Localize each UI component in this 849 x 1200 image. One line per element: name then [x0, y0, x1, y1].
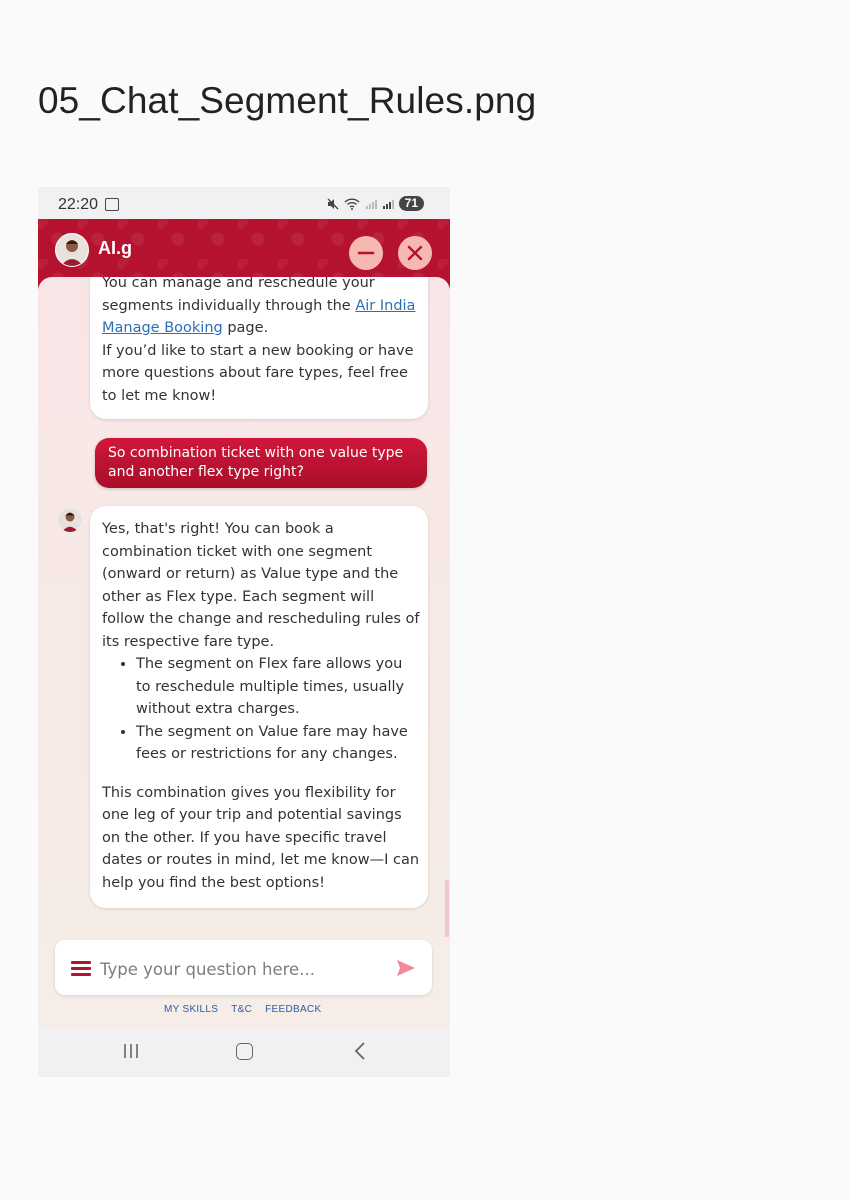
- terms-link[interactable]: T&C: [231, 1004, 253, 1015]
- bot-message: [90, 506, 428, 908]
- user-message: [95, 438, 427, 488]
- bot-message-line-end: page.: [222, 320, 269, 336]
- bot-message-intro: Yes, that's right! You can book a combination ticket with one segment (onward or return) as Value type and the other as Flex type. Each segment will follow the change and rescheduling rules of its respective fare type.: [102, 521, 420, 650]
- list-item: • The segment on Flex fare allows you to reschedule multiple times, usually without extra charges.: [136, 653, 420, 721]
- status-bar: [38, 187, 450, 219]
- close-icon: [406, 244, 424, 262]
- status-time: 22:20: [58, 196, 99, 213]
- screenshot-icon: [105, 198, 119, 211]
- bot-message-line: You can manage and reschedule your segments individually through the: [102, 277, 375, 314]
- messages-area[interactable]: [38, 277, 450, 937]
- user-message-text: So combination ticket with one value type and another flex type right?: [108, 445, 404, 480]
- assistant-name: AI.g: [98, 238, 132, 258]
- wifi-icon: [344, 198, 360, 210]
- document-title: 05_Chat_Segment_Rules.png: [38, 80, 537, 121]
- minus-icon: [357, 244, 375, 262]
- close-button[interactable]: [398, 236, 432, 270]
- bot-message-closing: This combination gives you flexibility for one leg of your trip and potential savings on the other. If you have specific travel dates or routes in mind, let me know—I can help you find the best options!: [102, 784, 420, 891]
- bot-message: [90, 277, 428, 419]
- navigation-bar: [38, 1027, 450, 1077]
- signal-icon: [365, 198, 377, 210]
- feedback-link[interactable]: FEEDBACK: [265, 1004, 322, 1015]
- send-icon[interactable]: [396, 958, 416, 978]
- my-skills-link[interactable]: MY SKILLS: [164, 1004, 219, 1015]
- list-item: • The segment on Value fare may have fees or restrictions for any changes.: [136, 721, 420, 766]
- input-box: [55, 940, 432, 995]
- mute-icon: [327, 198, 339, 210]
- footer-links: [164, 1004, 321, 1015]
- battery-indicator: 71: [399, 196, 424, 211]
- phone-screen: [38, 187, 450, 1077]
- bot-message-text: [102, 518, 420, 894]
- bot-message-paragraph: If you’d like to start a new booking or have more questions about fare types, feel free to let me know!: [102, 342, 414, 404]
- assistant-avatar-small: [57, 507, 83, 533]
- home-icon[interactable]: [236, 1043, 253, 1060]
- question-input[interactable]: [98, 956, 382, 982]
- manage-booking-link[interactable]: Air India Manage Booking: [102, 297, 416, 336]
- input-area: [38, 937, 450, 1027]
- signal-icon-2: [382, 198, 394, 210]
- minimize-button[interactable]: [349, 236, 383, 270]
- recents-icon[interactable]: [122, 1042, 140, 1060]
- status-icons: [327, 196, 424, 211]
- hamburger-menu-icon[interactable]: [71, 961, 91, 976]
- scrollbar-thumb[interactable]: [445, 880, 449, 937]
- bot-message-list: [102, 653, 420, 766]
- back-icon[interactable]: [352, 1041, 368, 1061]
- bot-message-text: [102, 277, 418, 407]
- assistant-avatar: [55, 233, 89, 267]
